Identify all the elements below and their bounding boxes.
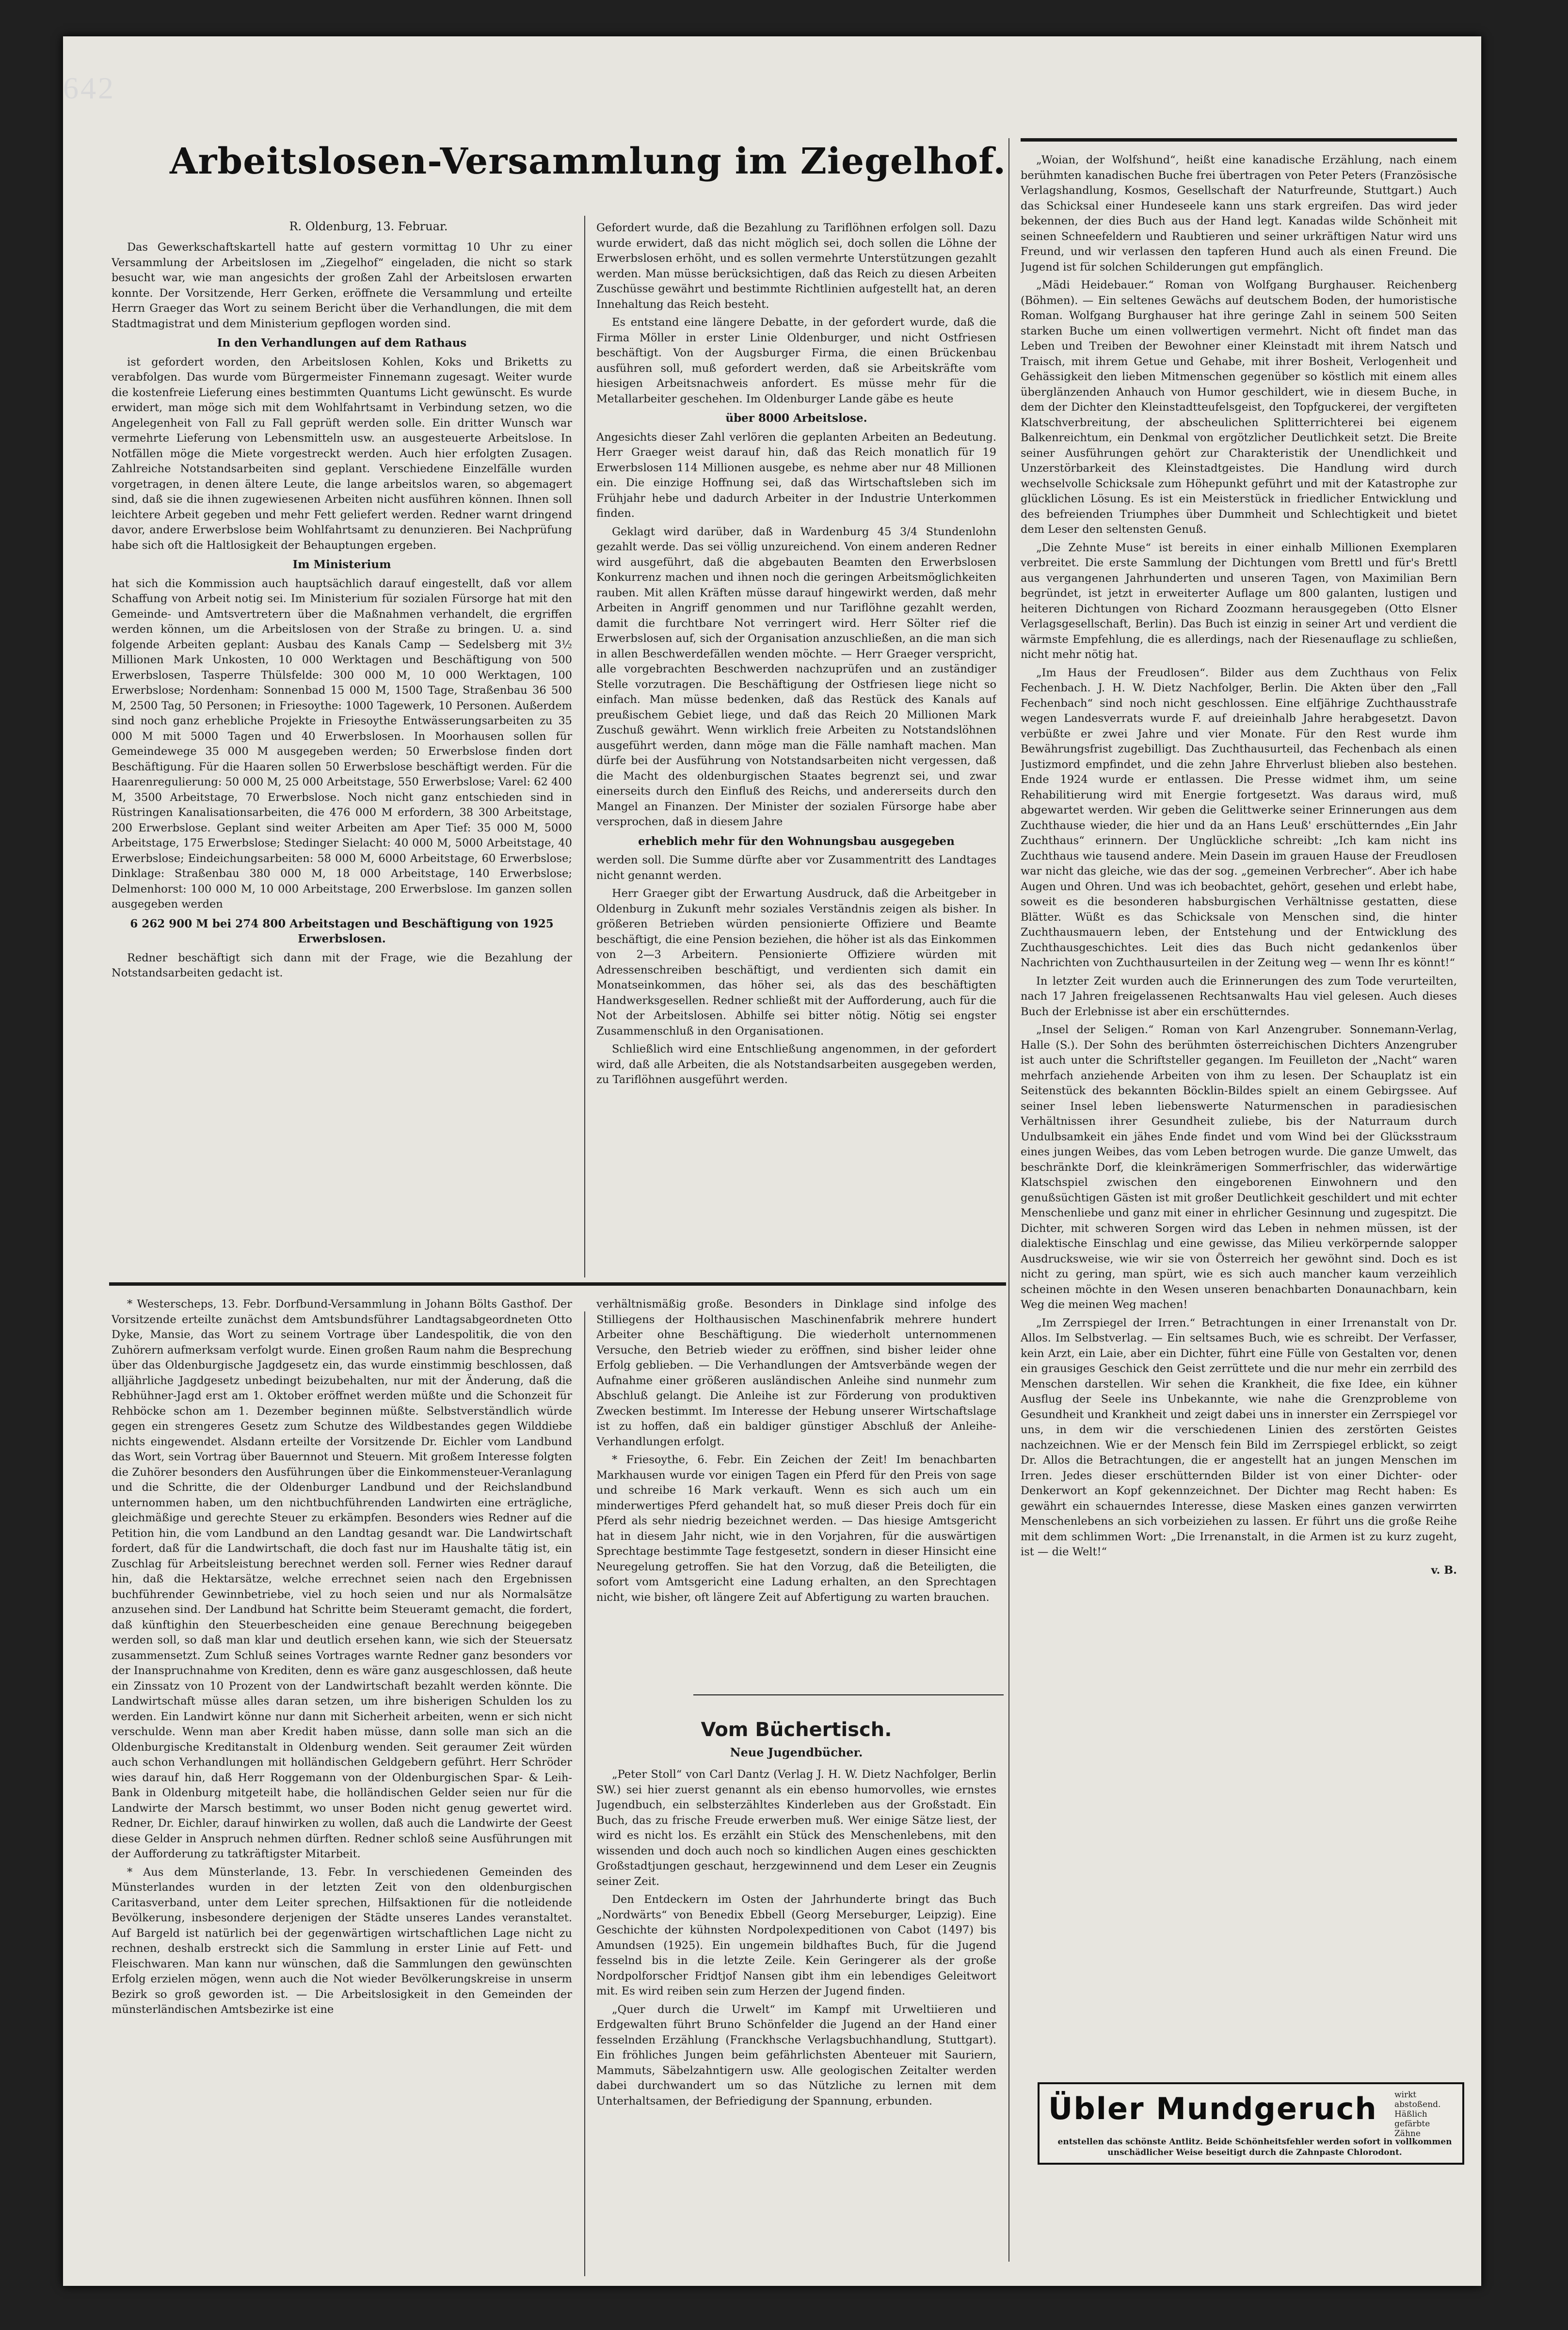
page-number: 642 [63, 71, 115, 105]
book-review: „Peter Stoll“ von Carl Dantz (Verlag J. H. W. Dietz Nachfolger, Berlin SW.) sei hier zuerst genannt als ein ebenso humorvolles, wie ernstes Jugendbuch, ein selbsterzähltes Kinderleben aus der Großstadt. Ein Buch, das zu frische Freude erwerben muß. Wer einige Sätze liest, der wird es nicht los. Es erzählt ein Stück des Menschenlebens, mit den wissenden und doch auch noch so kindlichen Augen eines geschickten Großstadtjungen geschaut, herzgewinnend und dem Leser ein Zeugnis seiner Zeit. [596, 1768, 996, 1888]
ad-headline: Übler Mundgeruch [1048, 2091, 1377, 2126]
book-review: „Im Zerrspiegel der Irren.“ Betrachtungen in einer Irrenanstalt von Dr. Allos. Im Selbstverlag. — Ein seltsames Buch, wie es schreibt. Der Verfasser, kein Arzt, ein Laie, aber ein Dichter, führt eine Fülle von Gestalten vor, denen ein grausiges Geschick den Geist zerrüttete und die nur mehr ein zerrbild des Menschen darstellen. Wir sehen die Krankheit, die fixe Idee, ein kühner Ausflug der Seele ins Unbekannte, wie nahe die Grenzprobleme von Gesundheit und Krankheit und zeigt dabei uns in innerster ein Zerrspiegel vor uns, in dem wir die verschiedenen Linien des zerstörten Geistes nachzeichnen. Wie er der Mensch fein Bild im Zerrspiegel erblickt, so zeigt Dr. Allos die Betrachtungen, die er angestellt hat an jungen Menschen im Irren. Jedes dieser erschütternden Bilder ist von einer Dichter- oder Denkerwort an Kopf gekennzeichnet. Der Dichter mag Recht haben: Es gewährt ein schauerndes Interesse, diese Masken eines ganzen verwirrten Menschenlebens an sich vorbeiziehen zu lassen. Er führt uns die große Reihe mit dem schlimmen Wort: „Die Irrenanstalt, in die Armen ist zu kurz zugeht, ist — die Welt!“ [1021, 1316, 1457, 1558]
right-column [1021, 153, 1457, 2058]
article-column-1 [112, 240, 572, 1287]
highlight-total: 6 262 900 M bei 274 800 Arbeitstagen und Beschäftigung von 1925 Erwerbslosen. [130, 917, 554, 945]
ad-footer: entstellen das schönste Antlitz. Beide Schönheitsfehler werden sofort in vollkommen unschädlicher Weise beseitigt durch die Zahnpaste Chlorodont. [1057, 2137, 1452, 2157]
news-item: * Westerscheps, 13. Febr. Dorfbund-Versammlung in Johann Bölts Gasthof. Der Vorsitzende erteilte zunächst dem Amtsbundsführer Landtagsabgeordneten Otto Dyke, Mansie, das Wort zu seinem Vortrage über Landespolitik, die von den Zuhörern aufmerksam verfolgt wurde. Einen großen Raum nahm die Besprechung über das Oldenburgische Jagdgesetz ein, das wurde einstimmig beschlossen, daß alljährliche Jagdgesetz unbedingt beizubehalten, nur mit der Änderung, daß die Rebhühner-Jagd erst am 1. Oktober eröffnet werden müßte und die Schonzeit für Rehböcke schon am 1. Dezember beginnen müßte. Selbstverständlich würde gegen ein strengeres Gesetz zum Schutze des Wildbestandes gegen Wilddiebe nichts eingewendet. Alsdann erteilte der Vorsitzende Dr. Eichler vom Landbund das Wort, sein Vortrag über Bauernnot und Steuern. Mit großem Interesse folgten die Zuhörer besonders den Ausführungen über die Einkommensteuer-Veranlagung und die Schritte, die der Oldenburger Landbund und der Reichslandbund unternommen haben, um den nichtbuchführenden Landwirten eine erträgliche, gleichmäßige und gerechte Steuer zu erkämpfen. Besonders wies Redner auf die Petition hin, die vom Landbund an den Landtag gesandt war. Die Landwirtschaft fordert, daß für die Landwirtschaft, die doch fast nur im Haushalte tätig ist, ein Zuschlag für Arbeitsleistung berechnet werden soll. Ferner wies Redner darauf hin, daß die Hektarsätze, welche errechnet seien nach den Ergebnissen buchführender Gewinnbetriebe, viel zu hoch seien und nur als Normalsätze anzusehen sind. Der Landbund hat Schritte beim Steueramt gemacht, die fordert, daß künftighin den Steuerbescheiden eine genaue Berechnung beigegeben werden soll, so daß man klar und deutlich ersehen kann, wie sich der Steuersatz zusammensetzt. Zum Schluß seines Vortrages warnte Redner ganz besonders vor der Inanspruchnahme von Krediten, denn es wäre ganz ausgeschlossen, daß heute ein Zinssatz von 10 Prozent von der Landwirtschaft bezahlt werden könnte. Die Landwirtschaft müsse alles daran setzen, um ihre bisherigen Schulden los zu werden. Ein Landwirt könne nur dann mit Sicherheit arbeiten, wenn er sich nicht verschulde. Wenn man aber Kredit haben müsse, dann solle man sich an die Oldenburgische Kreditanstalt in Oldenburg wenden. Seit geraumer Zeit würden auch schon Verhandlungen mit holländischen Geldgebern geführt. Herr Schröder wies darauf hin, daß Herr Roggemann von der Oldenburgischen Spar- & Leih-Bank in Oldenburg mitgeteilt habe, die holländischen Gelder seien nur für die Landwirte der Marsch bestimmt, wo unser Boden nicht genug gewertet wird. Redner, Dr. Eichler, darauf hinwirken zu wollen, daß auch die Landwirte der Geest diese Gelder in Anspruch nehmen dürften. Redner schloß seine Ausführungen mit der Aufforderung zu tatkräftigster Mitarbeit. [112, 1298, 572, 1860]
ad-side-text: wirkt abstoßend. Häßlich gefärbte Zähne [1394, 2090, 1441, 2138]
paragraph: Angesichts dieser Zahl verlören die geplanten Arbeiten an Bedeutung. Herr Graeger weist darauf hin, daß das Reich monatlich für 19 Erwerbslosen 114 Millionen ausgebe, es nehme aber nur 48 Millionen ein. Die einzige Hoffnung sei, daß das Wirtschaftsleben sich im Frühjahr hebe und dadurch Arbeiter in der Industrie Unterkommen finden. [596, 431, 996, 520]
book-review: „Quer durch die Urwelt“ im Kampf mit Urweltiieren und Erdgewalten führt Bruno Schönfelder die Jugend an der Hand einer fesselnden Erzählung (Franckhsche Verlagsbuchhandlung, Stuttgart). Ein fröhliches Jungen beim gefährlichsten Abenteuer mit Sauriern, Mammuts, Säbelzahntigern usw. Alle geologischen Zeitalter werden dabei durchwandert um so das Nützliche zu lernen mit dem Unterhaltsamen, der Befriedigung der Spannung, erbunden. [596, 2003, 996, 2107]
article-column-2 [596, 221, 996, 1277]
book-section-rule [693, 1694, 1004, 1695]
paragraph: Das Gewerkschaftskartell hatte auf gestern vormittag 10 Uhr zu einer Versammlung der Arbeitslosen im „Ziegelhof“ eingeladen, die nicht so stark besucht war, wie man angesichts der großen Zahl der Arbeitslosen erwarten konnte. Der Vorsitzende, Herr Gerken, eröffnete die Versammlung und erteilte Herrn Graeger das Wort zu seinem Bericht über die Verhandlungen, die mit dem Stadtmagistrat und dem Ministerium gepflogen worden sind. [112, 241, 572, 330]
right-column-top-rule [1021, 138, 1457, 142]
paragraph: Schließlich wird eine Entschließung angenommen, in der gefordert wird, daß alle Arbeiten, die als Notstandsarbeiten ausgegeben werden, zu Tariflöhnen ausgeführt werden. [596, 1043, 996, 1086]
paragraph: hat sich die Kommission auch hauptsächlich darauf eingestellt, daß vor allem Schaffung von Arbeit notig sei. Im Ministerium für sozialen Fürsorge hat mit den Gemeinde- und Amtsvertretern über die Maßnahmen verhandelt, die ergriffen werden können, um die Arbeitslosen von der Straße zu bringen. U. a. sind folgende Arbeiten geplant: Ausbau des Kanals Camp — Sedelsberg mit 3½ Millionen Mark Unkosten, 10 000 Werktagen und Beschäftigung von 500 Erwerbslosen, Tasperre Thülsfelde: 300 000 M, 10 000 Werktagen, 100 Erwerbslose; Nordenham: Sonnenbad 15 000 M, 1500 Tage, Straßenbau 36 500 M, 2500 Tag, 50 Personen; in Friesoythe: 1000 Tagewerk, 10 Personen. Außerdem sind noch ganz erhebliche Projekte in Friesoythe Entwässerungsarbeiten zu 35 000 M mit 5000 Tagen und 40 Erwerbslosen. In Moorhausen sollen für Gemeindewege 35 000 M ausgegeben werden; 50 Erwerbslose finden dort Beschäftigung. Für die Haaren sollen 50 Erwerbslose beschäftigt werden. Für die Haarenregulierung: 50 000 M, 25 000 Arbeitstage, 550 Erwerbslose; Varel: 62 400 M, 3500 Arbeitstage, 70 Erwerbslose. Noch nicht ganz entschieden sind in Rüstringen Kanalisationsarbeiten, die 476 000 M erfordern, 38 300 Arbeitstage, 200 Erwerbslose. Geplant sind weiter Arbeiten am Aper Tief: 35 000 M, 5000 Arbeitstage, 175 Erwerbslose; Stedinger Sielacht: 40 000 M, 5000 Arbeitstage, 40 Erwerbslose; Eindeichungsarbeiten: 58 000 M, 6000 Arbeitstage, 60 Erwerbslose; Dinklage: Straßenbau 380 000 M, 18 000 Arbeitstage, 140 Erwerbslose; Delmenhorst: 100 000 M, 10 000 Arbeitstage, 200 Erwerbslose. Im ganzen sollen ausgegeben werden [112, 577, 572, 910]
book-section-title: Vom Büchertisch. [701, 1719, 892, 1741]
news-item: * Aus dem Münsterlande, 13. Febr. In verschiedenen Gemeinden des Münsterlandes wurden in der letzten Zeit von den oldenburgischen Caritasverband, unter dem Leiter sprechen, Hilfsaktionen für die notleidende Bevölkerung, insbesondere derjenigen der Städte unseres Landes veranstaltet. Auf Bargeld ist natürlich bei der gegenwärtigen wirtschaftlichen Lage nicht zu rechnen, deshalb erstreckt sich die Sammlung in erster Linie auf Fett- und Fleischwaren. Man kann nur wünschen, daß die Sammlungen den gewünschten Erfolg erzielen mögen, wenn auch die Not wieder Bevölkerungskreise in unserm Bezirk so groß geworden ist. — Die Arbeitslosigkeit in den Gemeinden der münsterländischen Amtsbezirke ist eine [112, 1866, 572, 2016]
subheading: Im Ministerium [292, 558, 391, 571]
book-section-subtitle: Neue Jugendbücher. [730, 1745, 863, 1759]
article-headline: Arbeitslosen-Versammlung im Ziegelhof. [170, 141, 1007, 182]
column-divider [584, 1311, 585, 2276]
paragraph: Herr Graeger gibt der Erwartung Ausdruck, daß die Arbeitgeber in Oldenburg in Zukunft mehr soziales Verständnis zeigen als bisher. In größeren Betrieben würden pensionierte Offiziere und Beamte beschäftigt, die eine Pension beziehen, die höher ist als das Einkommen von 2—3 Arbeitern. Pensionierte Offiziere würden mit Adressenschreiben beschäftigt, und verdienten sich damit ein Monatseinkommen, das höher sei, als das des beschäftigten Handwerksgesellen. Redner schließt mit der Aufforderung, auch für die Not der Arbeitslosen. Abhilfe sei bitter nötig. Nötig sei engster Zusammenschluß in den Organisationen. [596, 887, 996, 1037]
section-separator [109, 1282, 1006, 1286]
column-divider [584, 216, 585, 1277]
paragraph: ist gefordert worden, den Arbeitslosen Kohlen, Koks und Briketts zu verabfolgen. Das wurde vom Bürgermeister Finnemann zugesagt. Weiter wurde die kostenfreie Lieferung eines bestimmten Quantums Licht gewünscht. Es wurde erwidert, man möge sich mit dem Wohlfahrtsamt in Verbindung setzen, wo die Angelegenheit von Fall zu Fall geprüft werden solle. Ein dritter Wunsch war vermehrte Lieferung von Lebensmitteln usw. an ausgesteuerte Arbeitslose. In Notfällen möge die Miete vorgestreckt werden. Auch hier erfolgten Zusagen. Zahlreiche Notstandsarbeiten sind geplant. Verschiedene Einzelfälle wurden vorgetragen, in denen ältere Leute, die lange arbeitslos waren, so abgemagert sind, daß sie die ihnen zugewiesenen Arbeiten nicht ausführen können. Ihnen soll leichtere Arbeit gegeben und mehr Fett geliefert werden. Redner warnt dringend davor, andere Erwerbslose beim Wohlfahrtsamt zu denunzieren. Bei Nachprüfung habe sich oft die Haltlosigkeit der Behauptungen ergeben. [112, 355, 572, 552]
subheading: erheblich mehr für den Wohnungsbau ausgegeben [638, 834, 955, 848]
subheading: über 8000 Arbeitslose. [725, 412, 867, 425]
paragraph: Geklagt wird darüber, daß in Wardenburg 45 3/4 Stundenlohn gezahlt werde. Das sei völlig unzureichend. Von einem anderen Redner wird ausgeführt, daß die abgebauten Beamten den Erwerbslosen Konkurrenz machen und ihnen noch die geringen Arbeitsmöglichkeiten rauben. Mit allen Kräften müsse darauf hingewirkt werden, daß mehr Arbeiten in Angriff genommen und nur Tariflöhne gezahlt werden, damit die furchtbare Not verringert wird. Herr Sölter rief die Erwerbslosen auf, sich der Organisation anzuschließen, an die man sich in allen Beschwerdefällen wenden möchte. — Herr Graeger verspricht, alle vorgebrachten Beschwerden nachzuprüfen und an zuständiger Stelle vorzutragen. Die Beschäftigung der Ostfriesen liege nicht so einfach. Man müsse bedenken, daß das Restück des Kanals auf preußischem Gebiet liege, und daß das Reich 20 Millionen Mark Zuschuß gewährt. Wenn wirklich freie Arbeiten zu Notstandslöhnen ausgeführt werden, dann möge man die Fälle namhaft machen. Man dürfe bei der Ausführung von Notstandsarbeiten nicht vergessen, daß die Macht des oldenburgischen Staates begrenzt sei, und zwar einerseits durch den Einfluß des Reichs, und andererseits durch den Mangel an Finanzen. Der Minister der sozialen Fürsorge habe aber versprochen, daß in diesem Jahre [596, 525, 996, 828]
book-review: „Im Haus der Freudlosen“. Bilder aus dem Zuchthaus von Felix Fechenbach. J. H. W. Dietz Nachfolger, Berlin. Die Akten über den „Fall Fechenbach“ sind noch nicht geschlossen. Eine elfjährige Zuchthausstrafe wegen Landesverrats wurde F. auf dreieinhalb Jahre herabgesetzt. Davon verbüßte er zwei Jahre und vier Monate. Für den Rest wurde ihm Bewährungsfrist zugebilligt. Das Zuchthausurteil, das Fechenbach als einen Justizmord empfindet, und die zehn Jahre Ehrverlust blieben also bestehen. Ende 1924 wurde er entlassen. Die Presse widmet ihm, um seine Rehabilitierung wird mit Energie fortgesetzt. Was daraus wird, muß abgewartet werden. Wir geben die Gelittwerke seiner Erinnerungen aus dem Zuchthause wieder, die hier und da an Hans Leuß' erschütterndes „Ein Jahr Zuchthaus“ erinnern. Der Unglückliche schreibt: „Ich kam nicht ins Zuchthaus wie tausend andere. Mein Dasein im grauen Hause der Freudlosen war nicht das gleiche, wie das der sog. „gemeinen Verbrecher“. Aber ich habe Augen und Ohren. Und was ich beobachtet, gehört, gesehen und erlebt habe, soweit es die besonderen habsburgischen Verhältnisse gestatten, diese Blätter. Wüßt es das Schicksale von Menschen sind, die hinter Zuchthausmauern leben, der Entstehung und der Entwicklung des Zuchthausgeschichtes. Leit dies das Buch nicht gedankenlos über Nachrichten von Zuchthausurteilen in der Zeitung weg — wenn Ihr es könnt!“ [1021, 666, 1457, 969]
news-item: verhältnismäßig große. Besonders in Dinklage sind infolge des Stilliegens der Holthausischen Maschinenfabrik mehrere hundert Arbeiter ohne Beschäftigung. Die wiederholt unternommenen Versuche, den Betrieb wieder zu eröffnen, sind bisher leider ohne Erfolg geblieben. — Die Verhandlungen der Amtsverbände wegen der Aufnahme einer größeren ausländischen Anleihe sind nunmehr zum Abschluß gelangt. Die Anleihe ist zur Förderung von produktiven Zwecken bestimmt. Im Interesse der Hebung unserer Wirtschaftslage ist zu hoffen, daß ein baldiger günstiger Abschluß der Anleihe-Verhandlungen erfolgt. [596, 1298, 996, 1448]
book-review: „Woian, der Wolfshund“, heißt eine kanadische Erzählung, nach einem berühmten kanadischen Buche frei übertragen von Peter Peters (Französische Verlagshandlung, Kosmos, Gesellschaft der Naturfreunde, Stuttgart.) Auch das Schicksal einer Hundeseele kann uns stark ergreifen. Das wird jeder bekennen, der dies Buch aus der Hand legt. Kanadas wilde Schönheit mit seinen Schneefeldern und Raubtieren und seiner urkräftigen Natur wird uns Freund, und wir verlassen den tapferen Hund auch als einen Freund. Die Jugend ist für solchen Schilderungen gut empfänglich. [1021, 154, 1457, 273]
book-review: „Insel der Seligen.“ Roman von Karl Anzengruber. Sonnemann-Verlag, Halle (S.). Der Sohn des berühmten österreichischen Dichters Anzengruber ist auch unter die Schriftsteller gegangen. Im Feuilleton der „Nacht“ waren mehrfach anziehende Arbeiten von ihm zu lesen. Der Schauplatz ist ein Seitenstück des bekannten Böcklin-Bildes spielt an einem Gebirgssee. Auf seiner Insel leben liebenswerte Naturmenschen in paradiesischen Verhältnissen ihrer Gesundheit zuliebe, bis der Naturraum durch Undulbsamkeit ein jähes Ende findet und vom Wind bei der Glücksstraum eines jungen Weibes, das vom Leben betrogen wurde. Die ganze Umwelt, das beschränkte Dorf, die kleinkrämerigen Sommerfrischler, das widerwärtige Klatschspiel zwischen den eingeborenen Einwohnern und den genußsüchtigen Gästen ist mit großer Deutlichkeit geschildert und mit echter Menschenliebe und ganz mit einer in ehrlicher Gesinnung und zugespitzt. Die Dichter, mit schweren Sorgen wird das Leben in nehmen müssen, ist der dialektische Einschlag und eine gewisse, das Milieu verkörpernde salopper Ausdrucksweise, wie wir sie von Österreich her gewöhnt sind. Doch es ist nicht zu gering, man spürt, wie es sich auch mancher kaum verzeihlich scheinen möchte in den Wesen unseren benachbarten Donaunachbarn, kein Weg die meinen Weg machen! [1021, 1023, 1457, 1311]
paragraph: Redner beschäftigt sich dann mit der Frage, wie die Bezahlung der Notstandsarbeiten gedacht ist. [112, 951, 572, 979]
book-reviews-column [596, 1767, 996, 2271]
column-divider [1008, 138, 1009, 2262]
paragraph: Gefordert wurde, daß die Bezahlung zu Tariflöhnen erfolgen soll. Dazu wurde erwidert, daß das nicht möglich sei, doch sollen die Löhne der Erwerbslosen erhöht, und es sollen vermehrte Unterstützungen gezahlt werden. Man müsse berücksichtigen, daß das Reich zu diesen Arbeiten Zuschüsse gewährt und bestimmte Richtlinien aufgestellt hat, an deren Innehaltung das Reich besteht. [596, 222, 996, 311]
signature: v. B. [1431, 1564, 1457, 1577]
paragraph: werden soll. Die Summe dürfte aber vor Zusammentritt des Landtages nicht genannt werden. [596, 854, 996, 882]
book-review: „Die Zehnte Muse“ ist bereits in einer einhalb Millionen Exemplaren verbreitet. Die erste Sammlung der Dichtungen vom Brettl und für's Brettl aus vergangenen Jahrhunderten und unseren Tagen, von Maximilian Bern begründet, ist jetzt in erweiterter Auflage um 800 galanten, lustigen und heiteren Dichtungen von Richard Zoozmann herausgegeben (Otto Elsner Verlagsgesellschaft, Berlin). Das Buch ist einzig in seiner Art und verdient die wärmste Empfehlung, die es allerdings, nach der Riesenauflage zu schließen, nicht mehr nötig hat. [1021, 541, 1457, 661]
paragraph: Es entstand eine längere Debatte, in der gefordert wurde, daß die Firma Möller in erster Linie Oldenburger, und nicht Ostfriesen beschäftigt. Von der Augsburger Firma, die einen Brückenbau ausführen soll, muß gefordert werden, daß sie Arbeitskräfte vom hiesigen Arbeitsnachweis anfordert. Es müsse mehr für die Metallarbeiter geschehen. Im Oldenburger Lande gäbe es heute [596, 316, 996, 405]
subheading: In den Verhandlungen auf dem Rathaus [217, 336, 467, 350]
dateline: R. Oldenburg, 13. Februar. [289, 220, 448, 233]
local-news-column-1 [112, 1297, 572, 2271]
book-review: „Mädi Heidebauer.“ Roman von Wolfgang Burghauser. Reichenberg (Böhmen). — Ein seltenes Gewächs auf deutschem Boden, der humoristische Roman. Wolfgang Burghauser hat ihre geringe Zahl in seinem 500 Seiten starken Buche um einen vollwertigen vermehrt. Nicht oft findet man das Leben und Treiben der Bewohner einer Kleinstadt mit ihrem Natsch und Traisch, mit ihrem Getue und Gehabe, mit ihrer Bosheit, Verlogenheit und Gehässigkeit den lieben Mitmenschen gegenüber so köstlich mit einem alles überglänzenden Anhauch von Humor geschildert, wie in diesem Buche, in dem der Dichter den Kleinstadtteufelsgeist, den Topfguckerei, der vergifteten Klatschverbreitung, der abscheulichen Splitterrichterei bei eigenem Balkenreichtum, ein Denkmal von ergötzlicher Deutlichkeit setzt. Die Breite seiner Ausführungen gehört zur Charakteristik der Unendlichkeit und Unzerstörbarkeit des Kleinstadtgeistes. Die Handlung wird durch wechselvolle Schicksale zum Höhepunkt geführt und mit der Katastrophe zur glücklichen Lösung. Es ist ein Meisterstück in friedlicher Entwicklung und des befreienden Triumphes über Dummheit und Schlechtigkeit und bietet dem Leser den seltensten Genuß. [1021, 279, 1457, 536]
news-item: * Friesoythe, 6. Febr. Ein Zeichen der Zeit! Im benachbarten Markhausen wurde vor einigen Tagen ein Pferd für den Preis von sage und schreibe 16 Mark verkauft. Wenn es sich auch um ein minderwertiges Pferd gehandelt hat, so muß dieser Preis doch für ein Pferd als sehr niedrig bezeichnet werden. — Das hiesige Amtsgericht hat in diesem Jahr nicht, wie in den Vorjahren, für die auswärtigen Sprechtage bestimmte Tage festgesetzt, sondern in dieser Hinsicht eine Neuregelung getroffen. Sie hat den Vorzug, daß die Beteiligten, die sofort vom Amtsgericht eine Ladung erhalten, an den Sprechtagen nicht, wie bisher, oft längere Zeit auf Abfertigung zu warten brauchen. [596, 1453, 996, 1604]
advertisement [1038, 2082, 1464, 2165]
book-review: In letzter Zeit wurden auch die Erinnerungen des zum Tode verurteilten, nach 17 Jahren freigelassenen Rechtsanwalts Hau viel gelesen. Auch dieses Buch der Erlebnisse ist aber ein erschütterndes. [1021, 974, 1457, 1018]
newspaper-page [63, 36, 1481, 2286]
book-review: Den Entdeckern im Osten der Jahrhunderte bringt das Buch „Nordwärts“ von Benedix Ebbell (Georg Merseburger, Leipzig). Eine Geschichte der kühnsten Nordpolexpeditionen von Cabot (1497) bis Amundsen (1925). Ein ungemein bildhaftes Buch, für die Jugend fesselnd bis in die letzte Zeile. Kein Geringerer als der große Nordpolforscher Fridtjof Nansen gibt ihm ein lebendiges Geleitwort mit. Es wird reiben sein zum Herzen der Jugend finden. [596, 1893, 996, 1997]
local-news-column-2 [596, 1297, 996, 1675]
